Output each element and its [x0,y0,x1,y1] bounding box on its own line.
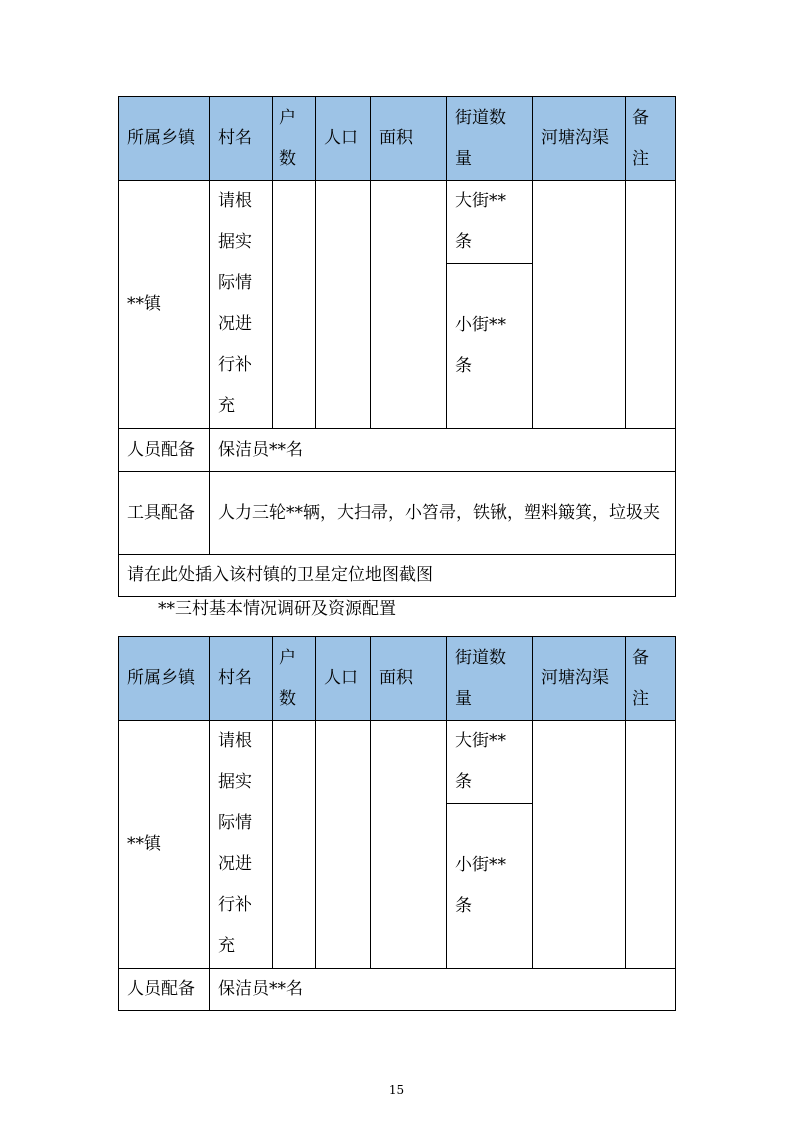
survey-table-1 [118,96,676,597]
table-caption: **三村基本情况调研及资源配置 [158,599,396,619]
cell-area [371,721,447,969]
cell-town: **镇 [119,721,210,969]
header-town: 所属乡镇 [119,637,210,721]
cell-village [210,721,273,969]
header-households [273,637,316,721]
cell-households [273,721,316,969]
map-note-row [119,555,676,597]
cell-ponds [533,721,626,969]
village-line: 据实 [218,232,252,252]
header-notes [626,637,676,721]
village-line: 请根 [218,191,252,211]
header-households-line-2: 数 [279,688,296,709]
header-households-line-1: 户 [279,107,296,128]
header-town: 所属乡镇 [119,97,210,181]
header-streets-line-1: 街道数 [455,107,506,128]
cell-population [316,181,371,429]
header-village: 村名 [210,97,273,181]
header-notes-line-2: 注 [632,148,649,169]
cell-notes [626,181,676,429]
cell-small-street [447,804,533,969]
header-ponds: 河塘沟渠 [533,97,626,181]
table-header-row [119,637,676,721]
cell-population [316,721,371,969]
header-households-line-2: 数 [279,148,296,169]
staff-row [119,429,676,472]
survey-table-2 [118,636,676,1011]
header-streets-line-1: 街道数 [455,647,506,668]
staff-label: 人员配备 [119,969,210,1011]
village-line: 行补 [218,895,252,915]
staff-row [119,969,676,1011]
header-streets-line-2: 量 [455,148,472,169]
cell-small-street [447,264,533,429]
village-line: 充 [218,936,235,956]
header-streets-line-2: 量 [455,688,472,709]
header-notes-line-1: 备 [632,647,649,668]
small-street-line-1: 小街** [455,855,506,875]
tools-label: 工具配备 [119,472,210,555]
cell-village [210,181,273,429]
cell-households [273,181,316,429]
big-street-line-1: 大街** [455,191,506,211]
header-households [273,97,316,181]
cell-ponds [533,181,626,429]
header-ponds: 河塘沟渠 [533,637,626,721]
small-street-line-2: 条 [455,356,472,376]
village-line: 充 [218,396,235,416]
header-notes-line-2: 注 [632,688,649,709]
map-note: 请在此处插入该村镇的卫星定位地图截图 [119,555,676,597]
header-population: 人口 [316,637,371,721]
header-area: 面积 [371,97,447,181]
table-row [119,181,676,264]
cell-big-street [447,181,533,264]
big-street-line-2: 条 [455,772,472,792]
table-header-row [119,97,676,181]
cell-town: **镇 [119,181,210,429]
small-street-line-2: 条 [455,896,472,916]
big-street-line-2: 条 [455,232,472,252]
header-area: 面积 [371,637,447,721]
header-population: 人口 [316,97,371,181]
staff-value: 保洁员**名 [210,969,676,1011]
staff-value: 保洁员**名 [210,429,676,472]
village-line: 请根 [218,731,252,751]
tools-row [119,472,676,555]
village-line: 况进 [218,314,252,334]
village-line: 际情 [218,273,252,293]
cell-big-street [447,721,533,804]
header-streets [447,97,533,181]
page-number: 15 [388,1083,405,1097]
big-street-line-1: 大街** [455,731,506,751]
village-line: 行补 [218,355,252,375]
header-village: 村名 [210,637,273,721]
village-line: 际情 [218,813,252,833]
header-notes-line-1: 备 [632,107,649,128]
village-line: 据实 [218,772,252,792]
header-households-line-1: 户 [279,647,296,668]
header-streets [447,637,533,721]
village-line: 况进 [218,854,252,874]
staff-label: 人员配备 [119,429,210,472]
cell-area [371,181,447,429]
small-street-line-1: 小街** [455,315,506,335]
tools-value: 人力三轮**辆，大扫帚，小笤帚，铁锹，塑料簸箕，垃圾夹 [210,472,676,555]
cell-notes [626,721,676,969]
header-notes [626,97,676,181]
table-row [119,721,676,804]
